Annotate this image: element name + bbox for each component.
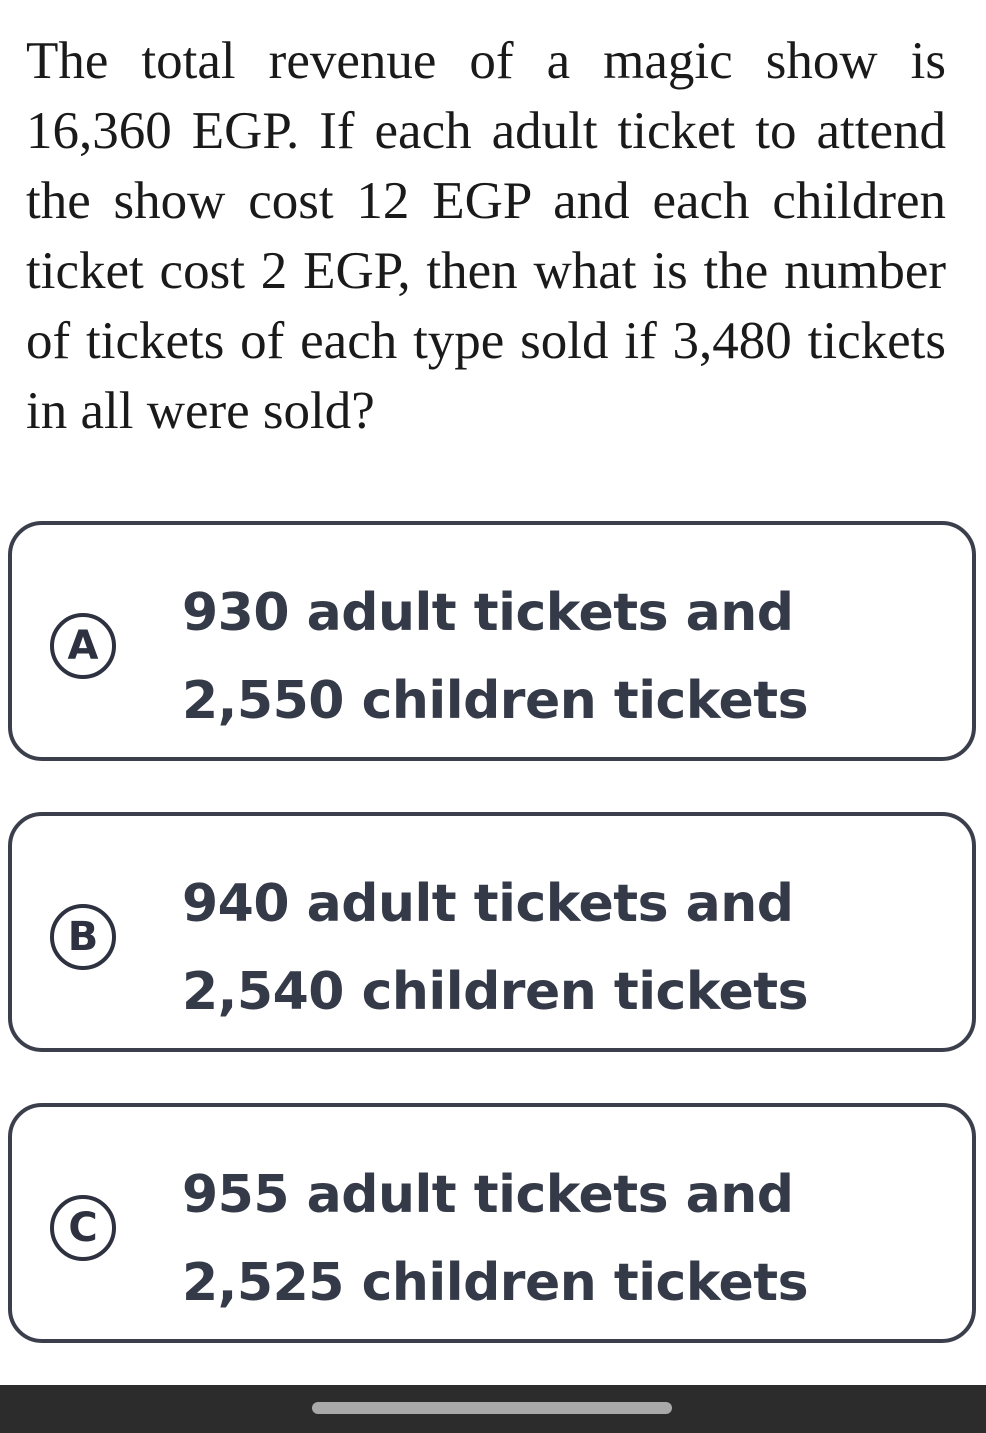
option-c-line2: 2,525 children tickets xyxy=(182,1253,809,1313)
option-a-letter-badge: A xyxy=(50,613,116,679)
option-b-letter-badge: B xyxy=(50,904,116,970)
option-c-letter-badge: C xyxy=(50,1195,116,1261)
option-b-button[interactable] xyxy=(8,812,976,1052)
option-b-line1: 940 adult tickets and xyxy=(182,874,794,934)
option-c-button[interactable] xyxy=(8,1103,976,1343)
answer-options xyxy=(8,521,976,1394)
option-c-text xyxy=(182,1151,808,1327)
option-b-line2: 2,540 children tickets xyxy=(182,962,809,1022)
system-navigation-bar xyxy=(0,1385,986,1433)
option-a-button[interactable] xyxy=(8,521,976,761)
question-text: The total revenue of a magic show is 16,360 EGP. If each adult ticket to attend the show cost 12 EGP and each children ticket cost 2 EGP, then what is the number of tickets of each type sold if 3,480 tickets in all were sold? xyxy=(26,32,946,440)
option-a-line2: 2,550 children tickets xyxy=(182,671,809,731)
option-a-text xyxy=(182,569,808,745)
home-gesture-handle[interactable] xyxy=(312,1402,672,1414)
option-c-line1: 955 adult tickets and xyxy=(182,1165,794,1225)
option-a-line1: 930 adult tickets and xyxy=(182,583,794,643)
option-b-text xyxy=(182,860,808,1036)
